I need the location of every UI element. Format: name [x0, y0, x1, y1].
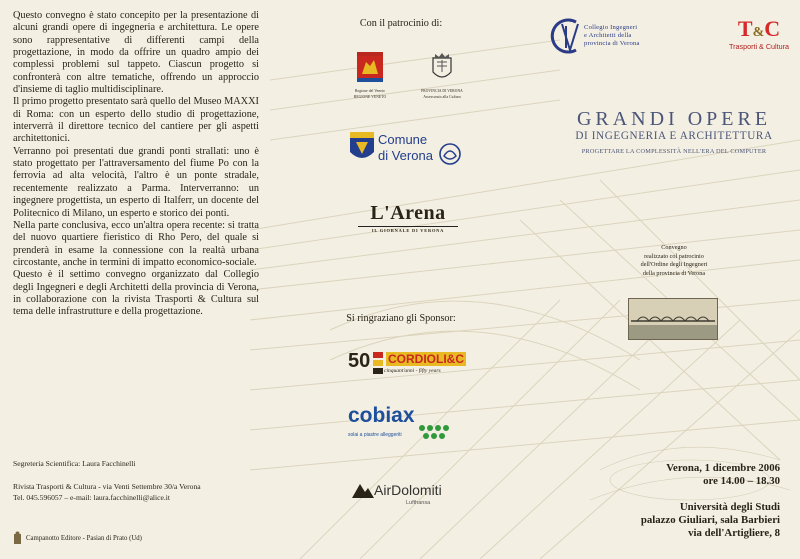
event-address: via dell'Artigliere, 8	[688, 526, 780, 539]
page-title: GRANDI OPERE	[576, 108, 772, 130]
ciav-monogram-icon	[546, 14, 586, 58]
comune-city: di Verona	[378, 148, 433, 163]
intro-paragraph: Verranno poi presentati due grandi ponti strallati: uno è stato progettato per l'attraversamento del fiume Po con la ferrovia ad alta velocità, l'altro è un ponte stradale, recentemente realizzato a Parma. Interverranno: un ingegnere progettista, un esperto di Italferr, un docente del Politecnico di Milano, un esperto e storico dei ponti.	[13, 145, 259, 219]
cobiax-tagline: solai a piastre alleggeriti	[348, 432, 402, 438]
cordioli-anniversary: 50	[348, 350, 371, 372]
provincia-caption: Assessorato alla Cultura	[423, 95, 461, 99]
address-line: Rivista Trasporti & Cultura - via Venti Settembre 30/a Verona	[13, 482, 201, 491]
comune-word: Comune	[378, 132, 428, 147]
cordioli-name: CORDIOLI&C	[388, 352, 464, 366]
lion-crest-icon	[357, 52, 383, 82]
cordioli-stripes-icon	[373, 352, 383, 374]
mountain-icon	[352, 482, 374, 500]
trasporti-cultura-logo	[728, 18, 790, 51]
tc-caption: Trasporti & Cultura	[728, 42, 790, 51]
bridge-illustration-icon	[629, 299, 717, 339]
convegno-note	[630, 244, 718, 278]
provincia-crest-icon	[431, 52, 453, 82]
regione-veneto-logo	[346, 52, 394, 99]
intro-text	[13, 10, 259, 319]
scientific-secretary: Segreteria Scientifica: Laura Facchinelli	[13, 459, 136, 468]
event-date: Verona, 1 dicembre 2006	[666, 462, 780, 474]
sponsors-heading: Si ringraziano gli Sponsor:	[346, 313, 456, 324]
unesco-emblem-icon	[438, 142, 462, 166]
event-time: ore 14.00 – 18.30	[703, 474, 780, 487]
page-subtitle: DI INGEGNERIA E ARCHITETTURA	[575, 130, 773, 142]
comune-shield-icon	[350, 132, 374, 162]
note-line: dell'Ordine degli Ingegneri	[640, 261, 708, 269]
cordioli-logo	[348, 346, 468, 380]
tc-ampersand: &	[752, 25, 765, 40]
event-details	[560, 462, 780, 540]
cobiax-spheres-icon	[418, 422, 450, 442]
region-caption: REGIONE VENETO	[353, 95, 387, 99]
intro-paragraph: Questo convegno è stato concepito per la presentazione di alcuni grandi opere di ingegneria e architettura. Le opere sono rappresentative di differenti campi della progettazione, in modo da offrire un quadro ampio dei complessi problemi sul tappeto. Ciascun progetto si confronterà con altre tematiche, offrendo un approccio d'insieme di taglio multidisciplinare.	[13, 10, 259, 96]
collegio-line: provincia di Verona	[584, 40, 640, 47]
note-line: realizzato col patrocinio	[644, 252, 704, 260]
tc-monogram	[728, 18, 790, 44]
cover-column	[534, 0, 800, 559]
airline-partner: Lufthansa	[406, 500, 431, 506]
cordioli-tagline: cinquant'anni - fifty years	[384, 368, 441, 374]
event-venue: palazzo Giuliari, sala Barbieri	[640, 513, 780, 526]
region-caption: Regione del Veneto	[355, 89, 385, 93]
collegio-name	[584, 24, 640, 48]
airline-name: AirDolomiti	[374, 482, 442, 498]
provincia-verona-logo	[418, 52, 466, 99]
note-line: Convegno	[661, 244, 687, 251]
larena-logo	[358, 202, 458, 233]
intro-paragraph: Nella parte conclusiva, ecco un'altra opera recente: si tratta del nuovo quartiere fieristico di Rho Pero, del quale si prenderà in esame la connessione con la realtà urbana circostante, anche in termini di impatto economico-sociale.	[13, 219, 259, 268]
airdolomiti-logo	[352, 480, 462, 514]
contact-address	[13, 482, 263, 503]
provincia-caption: PROVINCIA DI VERONA	[421, 89, 463, 93]
publisher-logo-icon	[13, 531, 22, 545]
comune-di-verona-logo	[350, 130, 460, 166]
collegio-ingegneri-logo	[546, 14, 686, 58]
newspaper-name: L'Arena	[370, 202, 446, 224]
publisher-credit	[13, 531, 142, 545]
newspaper-subtitle: IL GIORNALE DI VERONA	[358, 226, 458, 233]
event-venue: Università degli Studi	[679, 500, 780, 513]
collegio-line: e Architetti della	[584, 32, 632, 39]
tc-letter: C	[764, 16, 781, 41]
publisher-text: Campanotto Editore - Pasian di Prato (Ud)	[26, 534, 142, 542]
contact-line[interactable]: Tel. 045.596057 – e-mail: laura.facchinelli@alice.it	[13, 492, 171, 502]
bridge-photo	[628, 298, 718, 340]
page-tagline: PROGETTARE LA COMPLESSITÀ NELL'ERA DEL COMPUTER	[581, 148, 767, 155]
intro-column	[0, 0, 268, 559]
tc-letter: T	[737, 16, 753, 41]
intro-paragraph: Questo è il settimo convegno organizzato dal Collegio degli Ingegneri e degli Architetti della provincia di Verona, in collaborazione con la rivista Trasporti & Cultura sul tema delle infrastrutture e della progettazione.	[13, 269, 259, 318]
event-headline	[560, 108, 788, 155]
intro-paragraph: Il primo progetto presentato sarà quello del Museo MAXXI di Roma: con un esperto dello studio di progettazione, interverrà il direttore tecnico del cantiere per gli aspetti architettonici.	[13, 96, 259, 145]
sponsors-column	[268, 0, 534, 559]
collegio-line: Collegio Ingegneri	[584, 24, 638, 31]
cobiax-name: cobiax	[348, 404, 415, 427]
patronage-heading: Con il patrocinio di:	[359, 18, 443, 29]
cobiax-logo	[348, 404, 453, 446]
note-line: della provincia di Verona	[642, 269, 706, 277]
